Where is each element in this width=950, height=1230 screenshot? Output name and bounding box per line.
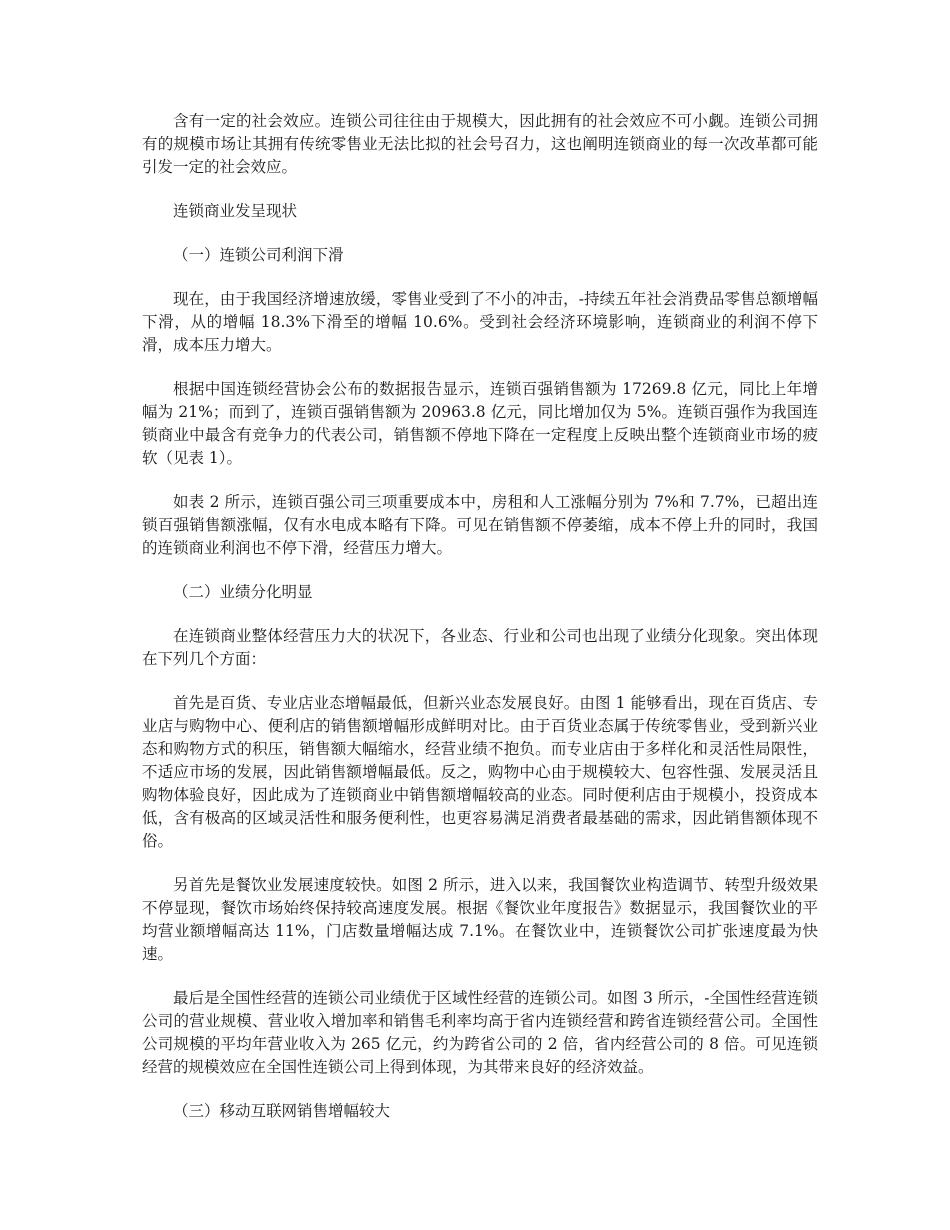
- paragraph-top100-sales: 根据中国连锁经营协会公布的数据报告显示，连锁百强销售额为 17269.8 亿元，同比上年增幅为 21%；而到了，连锁百强销售额为 20963.8 亿元，同比增加仅为 5%。连锁百强作为我国连锁商业中最含有竞争力的代表公司，销售额不停地下降在一定程度上反映出整个连锁商业市场的疲软（见表 1）。: [142, 380, 818, 467]
- paragraph-social-effect: 含有一定的社会效应。连锁公司往往由于规模大，因此拥有的社会效应不可小觑。连锁公司拥有的规模市场让其拥有传统零售业无法比拟的社会号召力，这也阐明连锁商业的每一次改革都可能引发一定的社会效应。: [142, 112, 818, 176]
- subheading-performance-divergence: （二）业绩分化明显: [173, 583, 313, 601]
- paragraph-economy-slowdown: 现在，由于我国经济增速放缓，零售业受到了不小的冲击，-持续五年社会消费品零售总额增幅下滑，从的增幅 18.3%下滑至的增幅 10.6%。受到社会经济环境影响，连锁商业的利润不停下滑，成本压力增大。: [142, 290, 818, 354]
- paragraph-cost-increase: 如表 2 所示，连锁百强公司三项重要成本中，房租和人工涨幅分别为 7%和 7.7%，已超出连锁百强销售额涨幅，仅有水电成本略有下降。可见在销售额不停萎缩，成本不停上升的同时，我国的连锁商业利润也不停下滑，经营压力增大。: [142, 493, 818, 557]
- document-body: [142, 110, 818, 1144]
- section-heading-status: 连锁商业发呈现状: [173, 202, 298, 220]
- paragraph-catering: 另首先是餐饮业发展速度较快。如图 2 所示，进入以来，我国餐饮业构造调节、转型升级效果不停显现，餐饮市场始终保持较高速度发展。根据《餐饮业年度报告》数据显示，我国餐饮业的平均营业额增幅高达 11%，门店数量增幅达成 7.1%。在餐饮业中，连锁餐饮公司扩张速度最为快速。: [142, 876, 818, 963]
- subheading-profit-decline: （一）连锁公司利润下滑: [173, 246, 344, 264]
- paragraph-divergence-intro: 在连锁商业整体经营压力大的状况下，各业态、行业和公司也出现了业绩分化现象。突出体现在下列几个方面：: [142, 627, 818, 668]
- subheading-mobile-internet: （三）移动互联网销售增幅较大: [173, 1102, 391, 1120]
- paragraph-department-stores: 首先是百货、专业店业态增幅最低，但新兴业态发展良好。由图 1 能够看出，现在百货店、专业店与购物中心、便利店的销售额增幅形成鲜明对比。由于百货业态属于传统零售业，受到新兴业态和购物方式的积压，销售额大幅缩水，经营业绩不抱负。而专业店由于多样化和灵活性局限性，不适应市场的发展，因此销售额增幅最低。反之，购物中心由于规模较大、包容性强、发展灵活且购物体验良好，因此成为了连锁商业中销售额增幅较高的业态。同时便利店由于规模小，投资成本低，含有极高的区域灵活性和服务便利性，也更容易满足消费者最基础的需求，因此销售额体现不俗。: [142, 694, 818, 850]
- paragraph-national-chains: 最后是全国性经营的连锁公司业绩优于区域性经营的连锁公司。如图 3 所示，-全国性经营连锁公司的营业规模、营业收入增加率和销售毛利率均高于省内连锁经营和跨省连锁经营公司。全国性公司规模的平均年营业收入为 265 亿元，约为跨省公司的 2 倍，省内经营公司的 8 倍。可见连锁经营的规模效应在全国性连锁公司上得到体现，为其带来良好的经济效益。: [142, 989, 818, 1076]
